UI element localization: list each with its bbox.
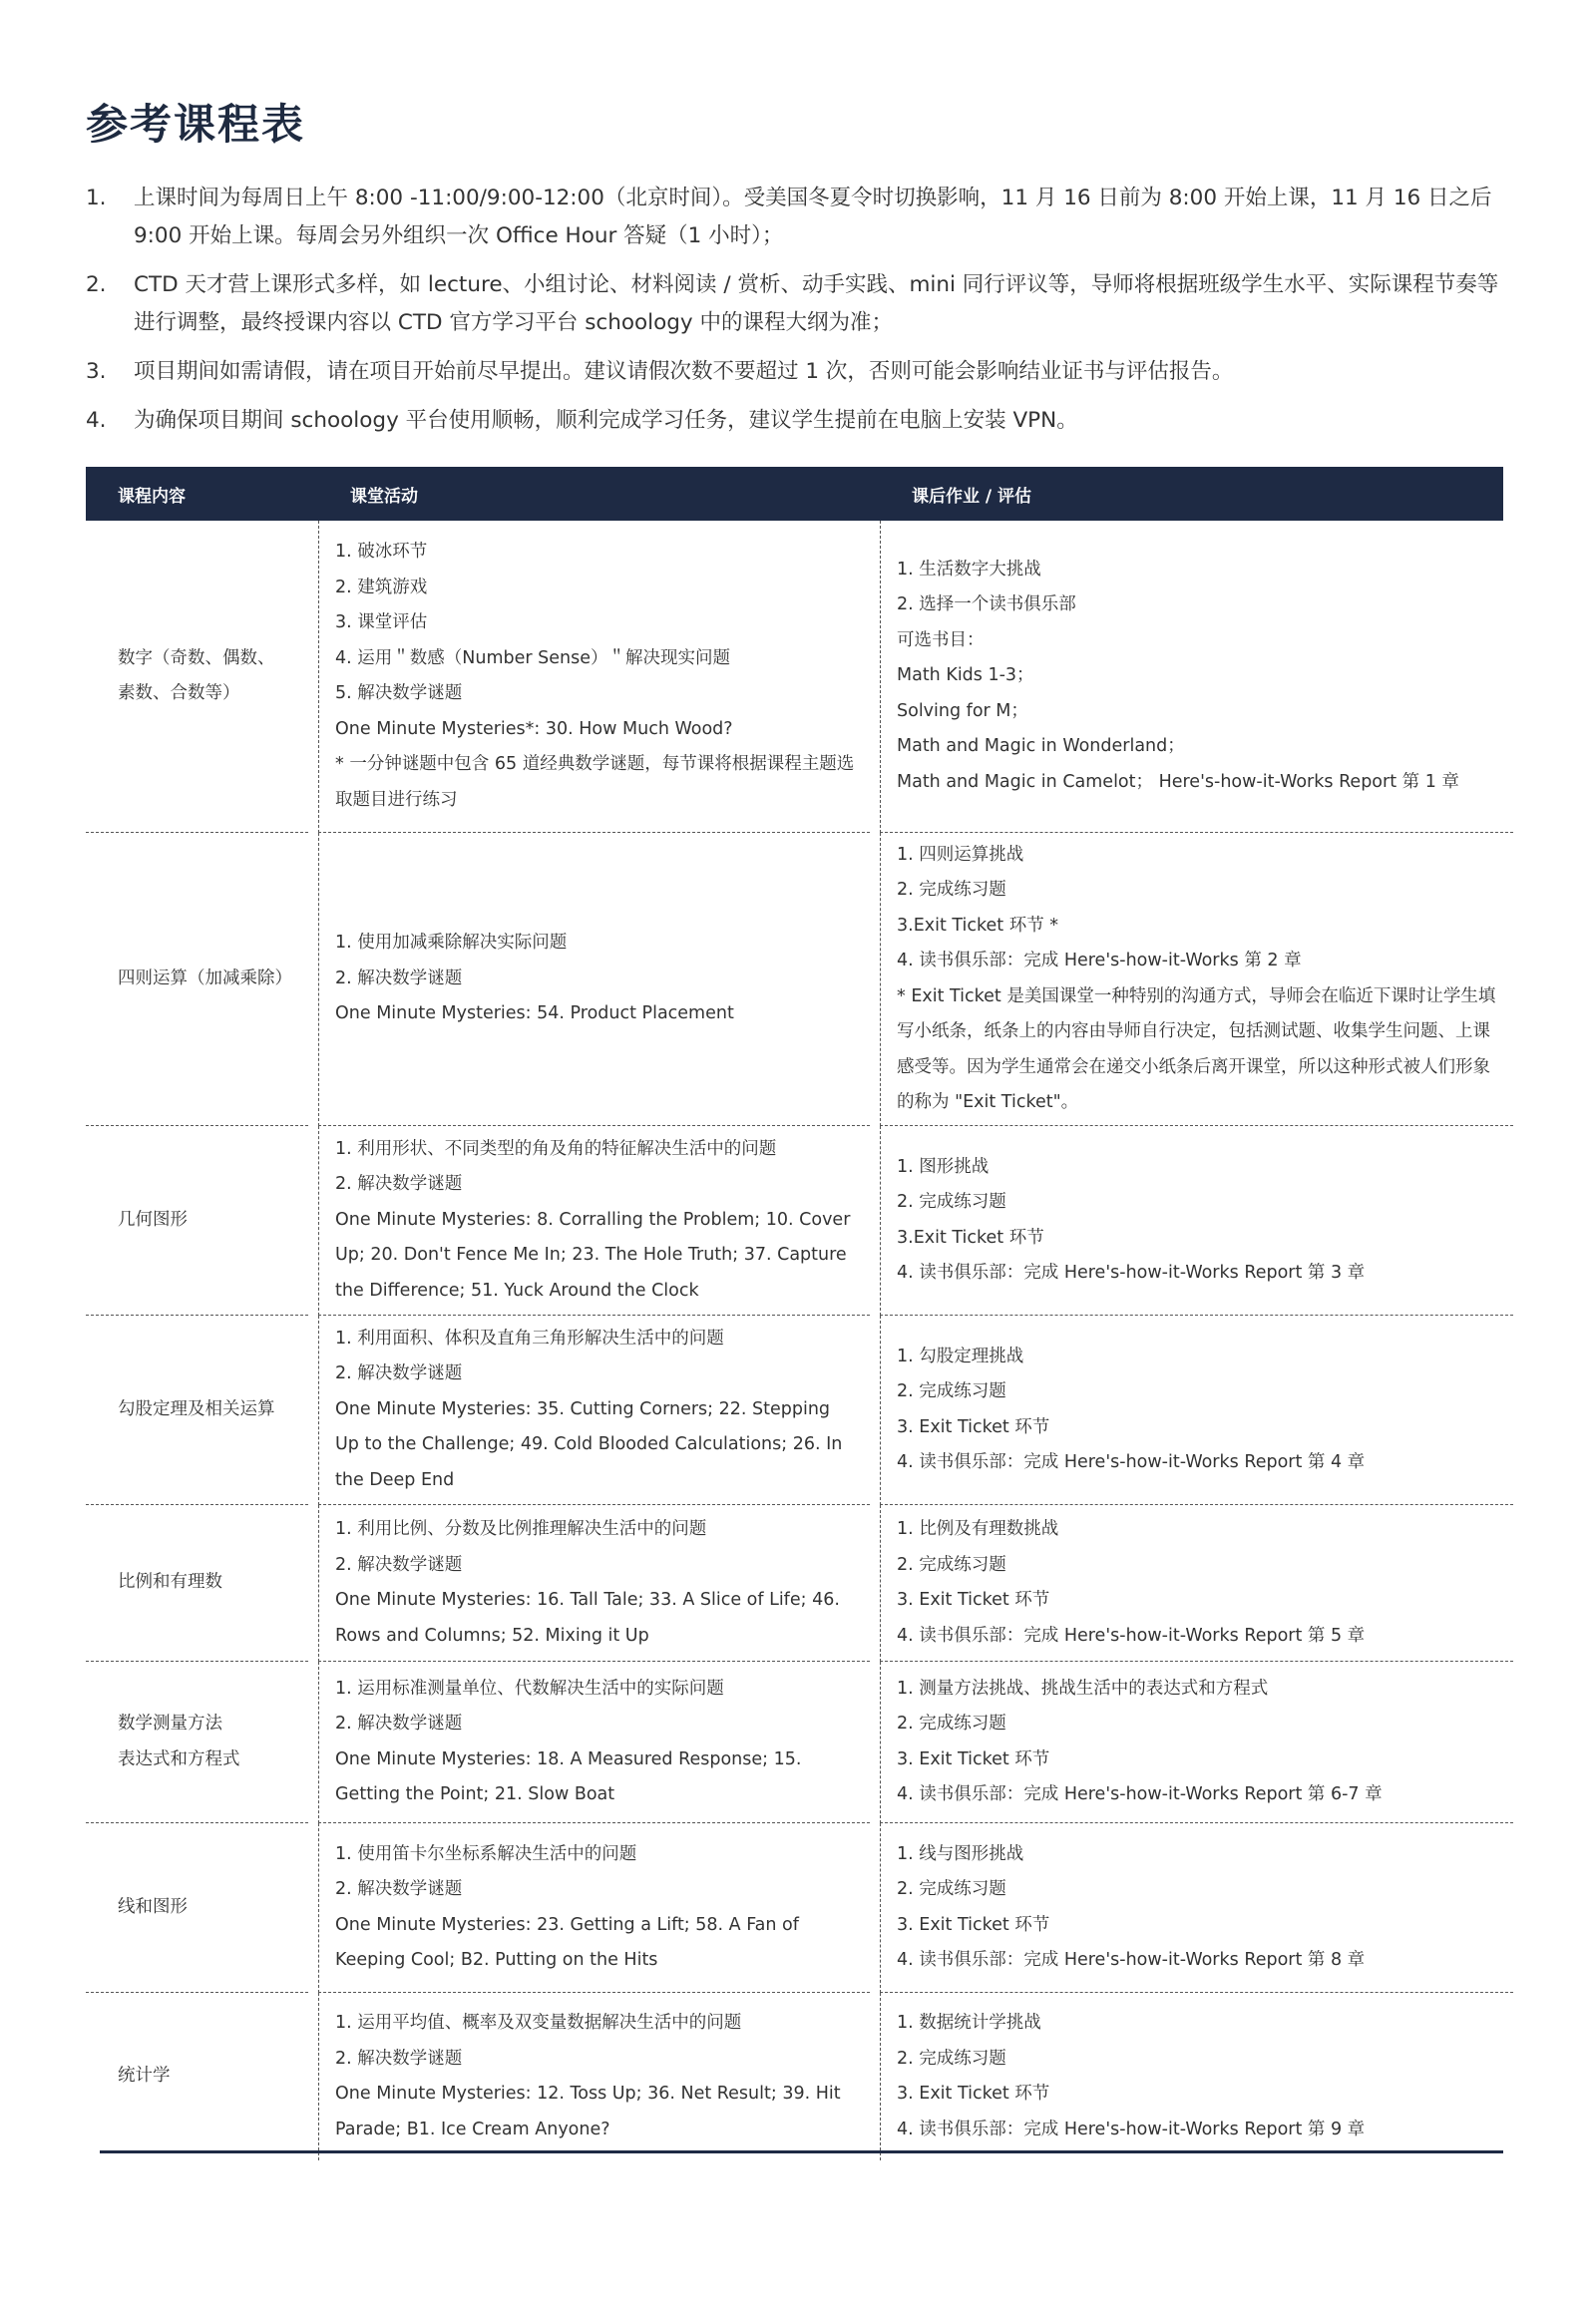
note-number: 4.: [86, 408, 107, 433]
activity-footnote: * 一分钟谜题中包含 65 道经典数学谜题，每节课将根据课程主题选取题目进行练习: [335, 754, 855, 810]
topic-text: 四则运算（加减乘除）: [118, 967, 292, 988]
topic-cell: [86, 1316, 308, 1505]
activity-line: 1. 破冰环节: [335, 542, 428, 562]
homework-cell: [880, 833, 1513, 1126]
homework-line: 2. 完成练习题: [897, 1192, 1006, 1212]
homework-line: 2. 完成练习题: [897, 1554, 1006, 1575]
note-item: [86, 180, 1512, 255]
homework-line: 4. 读书俱乐部：完成 Here's-how-it-Works Report 第 3 章: [897, 1263, 1366, 1283]
activity-line: 2. 解决数学谜题: [335, 1554, 463, 1575]
activities-cell: [318, 833, 870, 1126]
activity-line: 1. 利用形状、不同类型的角及角的特征解决生活中的问题: [335, 1138, 777, 1159]
note-item: [86, 402, 1512, 440]
activity-line: 1. 运用标准测量单位、代数解决生活中的实际问题: [335, 1678, 724, 1699]
table-row: [86, 1505, 1503, 1662]
activity-line: One Minute Mysteries: 12. Toss Up; 36. Net Result; 39. Hit Parade; B1. Ice Cream Anyone?: [335, 2084, 841, 2139]
homework-cell: [880, 521, 1513, 833]
topic-cell: [86, 1505, 308, 1662]
topic-text: 数学测量方法: [118, 1714, 222, 1734]
homework-line: 3. Exit Ticket 环节: [897, 1748, 1050, 1769]
note-number: 3.: [86, 359, 107, 384]
activity-line: 2. 解决数学谜题: [335, 1879, 463, 1899]
activities-cell: [318, 1662, 870, 1823]
activity-line: One Minute Mysteries*: 30. How Much Wood?: [335, 718, 733, 739]
topic-text: 数字（奇数、偶数、素数、合数等）: [118, 647, 275, 703]
topic-text: 表达式和方程式: [118, 1748, 240, 1769]
note-number: 1.: [86, 186, 107, 210]
homework-line: 1. 线与图形挑战: [897, 1843, 1024, 1864]
table-row: [86, 833, 1503, 1126]
activity-line: One Minute Mysteries: 8. Corralling the Problem; 10. Cover Up; 20. Don't Fence Me In; 23. The Hole Truth; 37. Capture the Difference; 51. Yuck Around the Clock: [335, 1209, 851, 1301]
homework-line: 1. 比例及有理数挑战: [897, 1519, 1059, 1539]
homework-line: Math and Magic in Wonderland；: [897, 736, 1185, 757]
note-number: 2.: [86, 272, 107, 297]
table-row: [86, 521, 1503, 833]
homework-line: 1. 测量方法挑战、挑战生活中的表达式和方程式: [897, 1678, 1269, 1699]
homework-cell: [880, 1505, 1513, 1662]
activity-line: One Minute Mysteries: 18. A Measured Response; 15. Getting the Point; 21. Slow Boat: [335, 1748, 802, 1804]
homework-line: 4. 读书俱乐部：完成 Here's-how-it-Works Report 第 4 章: [897, 1452, 1366, 1472]
topic-cell: [86, 1993, 308, 2160]
homework-cell: [880, 1316, 1513, 1505]
homework-line: 2. 选择一个读书俱乐部: [897, 594, 1076, 615]
homework-line: 3. Exit Ticket 环节: [897, 1914, 1050, 1935]
homework-line: Math Kids 1-3；: [897, 665, 1034, 686]
table-row: [86, 1662, 1503, 1823]
homework-line: 2. 完成练习题: [897, 1381, 1006, 1401]
topic-cell: [86, 1662, 308, 1823]
homework-line: 4. 读书俱乐部：完成 Here's-how-it-Works 第 2 章: [897, 951, 1302, 970]
table-header: [86, 467, 1503, 521]
homework-line: 1. 四则运算挑战: [897, 844, 1024, 865]
table-row: [86, 1823, 1503, 1993]
topic-text: 几何图形: [118, 1209, 188, 1230]
note-text: 为确保项目期间 schoology 平台使用顺畅，顺利完成学习任务，建议学生提前在电脑上安装 VPN。: [134, 408, 1078, 433]
homework-line: 可选书目：: [897, 629, 985, 650]
activities-cell: [318, 1993, 870, 2160]
homework-line: 2. 完成练习题: [897, 2048, 1006, 2069]
activity-line: 5. 解决数学谜题: [335, 683, 463, 703]
notes-list: [86, 180, 1512, 451]
activity-line: 2. 解决数学谜题: [335, 1174, 463, 1195]
homework-line: 3. Exit Ticket 环节: [897, 1590, 1050, 1610]
homework-line: 3. Exit Ticket 环节: [897, 2084, 1050, 2104]
activity-line: 3. 课堂评估: [335, 612, 428, 632]
page-title: 参考课程表: [86, 100, 306, 149]
activity-line: One Minute Mysteries: 16. Tall Tale; 33. A Slice of Life; 46. Rows and Columns; 52. Mixing it Up: [335, 1590, 840, 1646]
activity-line: 1. 利用比例、分数及比例推理解决生活中的问题: [335, 1519, 707, 1539]
activity-line: 2. 解决数学谜题: [335, 2048, 463, 2069]
activity-line: 1. 利用面积、体积及直角三角形解决生活中的问题: [335, 1328, 724, 1349]
homework-cell: [880, 1823, 1513, 1993]
note-item: [86, 266, 1512, 342]
topic-text: 线和图形: [118, 1896, 188, 1917]
homework-cell: [880, 1126, 1513, 1316]
activity-line: 2. 建筑游戏: [335, 577, 428, 597]
activities-cell: [318, 1316, 870, 1505]
homework-line: 3.Exit Ticket 环节 *: [897, 915, 1059, 936]
topic-text: 统计学: [118, 2066, 171, 2087]
homework-line: 4. 读书俱乐部：完成 Here's-how-it-Works Report 第 8 章: [897, 1950, 1366, 1970]
table-row: [86, 1316, 1503, 1505]
homework-cell: [880, 1993, 1513, 2160]
homework-line: 2. 完成练习题: [897, 880, 1006, 900]
activity-line: 2. 解决数学谜题: [335, 967, 463, 988]
homework-line: 1. 生活数字大挑战: [897, 559, 1041, 580]
header-topic: 课程内容: [118, 486, 186, 507]
activity-line: 1. 使用加减乘除解决实际问题: [335, 933, 568, 954]
header-activities: 课堂活动: [350, 486, 418, 507]
topic-cell: [86, 521, 308, 833]
homework-line: 4. 读书俱乐部：完成 Here's-how-it-Works Report 第 6-7 章: [897, 1784, 1383, 1804]
activity-line: 4. 运用＂数感（Number Sense）＂解决现实问题: [335, 647, 730, 668]
activity-line: 2. 解决数学谜题: [335, 1363, 463, 1384]
header-homework: 课后作业 / 评估: [912, 486, 1032, 507]
homework-line: Math and Magic in Camelot； Here's-how-it-Works Report 第 1 章: [897, 771, 1459, 792]
homework-footnote: * Exit Ticket 是美国课堂一种特别的沟通方式，导师会在临近下课时让学生填写小纸条，纸条上的内容由导师自行决定，包括测试题、收集学生问题、上课感受等。因为学生通常会在递交小纸条后离开课堂，所以这种形式被人们形象的称为 "Exit Ticket"。: [897, 985, 1496, 1112]
activity-line: One Minute Mysteries: 35. Cutting Corners; 22. Stepping Up to the Challenge; 49. Cold Blooded Calculations; 26. In the Deep End: [335, 1398, 843, 1490]
activity-line: One Minute Mysteries: 23. Getting a Lift; 58. A Fan of Keeping Cool; B2. Putting on the Hits: [335, 1914, 799, 1970]
homework-line: 3.Exit Ticket 环节: [897, 1227, 1044, 1248]
activity-line: 2. 解决数学谜题: [335, 1714, 463, 1734]
table-row: [86, 1126, 1503, 1316]
activities-cell: [318, 521, 870, 833]
activities-cell: [318, 1505, 870, 1662]
table-row: [86, 1993, 1503, 2160]
note-text: 项目期间如需请假，请在项目开始前尽早提出。建议请假次数不要超过 1 次，否则可能会影响结业证书与评估报告。: [134, 359, 1234, 384]
homework-line: Solving for M；: [897, 700, 1028, 721]
activities-cell: [318, 1823, 870, 1993]
homework-line: 2. 完成练习题: [897, 1879, 1006, 1899]
topic-cell: [86, 833, 308, 1126]
activity-line: 1. 运用平均值、概率及双变量数据解决生活中的问题: [335, 2013, 742, 2033]
activity-line: 1. 使用笛卡尔坐标系解决生活中的问题: [335, 1843, 637, 1864]
homework-cell: [880, 1662, 1513, 1823]
homework-line: 1. 勾股定理挑战: [897, 1346, 1024, 1366]
homework-line: 3. Exit Ticket 环节: [897, 1416, 1050, 1437]
topic-text: 比例和有理数: [118, 1572, 222, 1593]
note-item: [86, 353, 1512, 391]
homework-line: 1. 图形挑战: [897, 1156, 990, 1177]
topic-cell: [86, 1126, 308, 1316]
homework-line: 2. 完成练习题: [897, 1714, 1006, 1734]
table-bottom-rule: [100, 2150, 1503, 2153]
topic-cell: [86, 1823, 308, 1993]
homework-line: 4. 读书俱乐部：完成 Here's-how-it-Works Report 第 5 章: [897, 1625, 1366, 1646]
activity-line: One Minute Mysteries: 54. Product Placement: [335, 1003, 734, 1024]
note-text: CTD 天才营上课形式多样，如 lecture、小组讨论、材料阅读 / 赏析、动手实践、mini 同行评议等，导师将根据班级学生水平、实际课程节奏等进行调整，最终授课内容以 CTD 官方学习平台 schoology 中的课程大纲为准；: [134, 272, 1499, 335]
topic-text: 勾股定理及相关运算: [118, 1398, 275, 1419]
homework-line: 4. 读书俱乐部：完成 Here's-how-it-Works Report 第 9 章: [897, 2119, 1366, 2139]
activities-cell: [318, 1126, 870, 1316]
note-text: 上课时间为每周日上午 8:00 -11:00/9:00-12:00（北京时间）。受美国冬夏令时切换影响，11 月 16 日前为 8:00 开始上课，11 月 16 日之后 9:00 开始上课。每周会另外组织一次 Office Hour 答疑（1 小时）；: [134, 186, 1492, 248]
schedule-table: [86, 467, 1503, 2160]
homework-line: 1. 数据统计学挑战: [897, 2013, 1041, 2033]
